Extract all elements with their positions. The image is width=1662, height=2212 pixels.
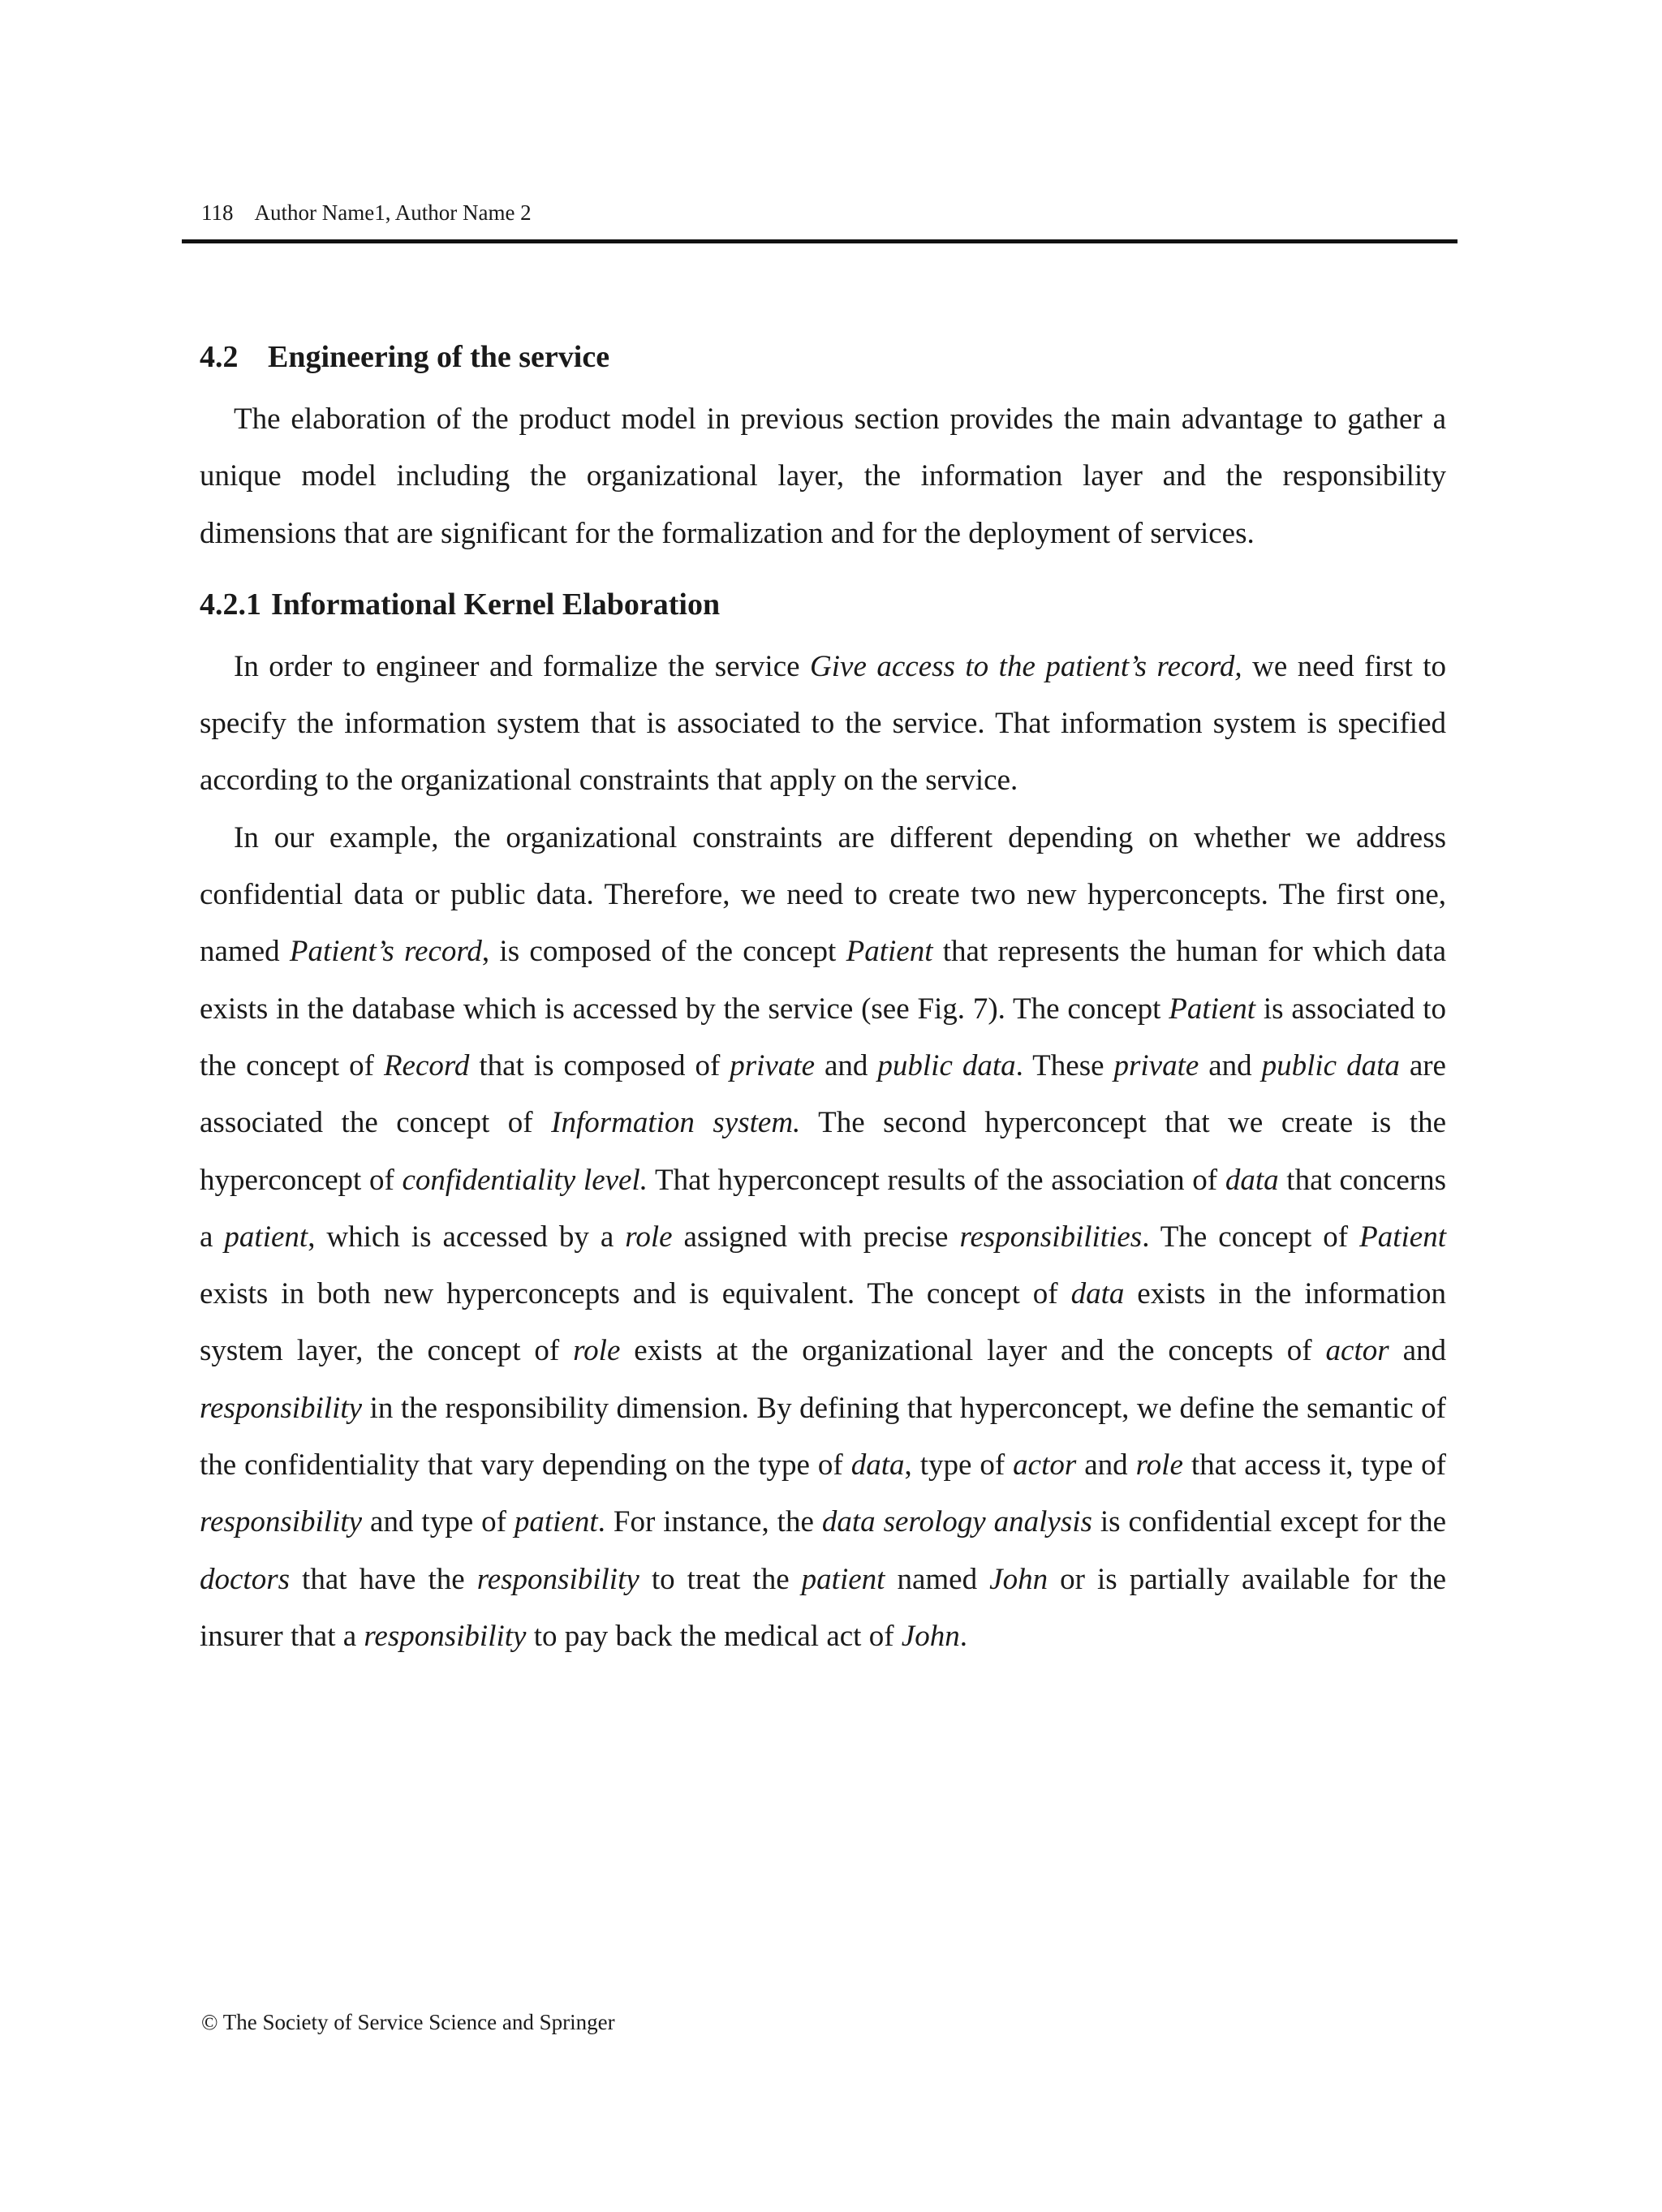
text-run: assigned with precise xyxy=(672,1220,960,1254)
text-run: The elaboration of the product model in previous section provides the main advantage to gather a unique model including the organizational layer, the information layer and the responsibility dimensions that are significant for the formalization and for the deployment of services. xyxy=(200,402,1446,550)
italic-term: John xyxy=(901,1619,960,1653)
section-number: 4.2 xyxy=(200,340,239,374)
italic-term: data xyxy=(1225,1163,1279,1197)
text-run: and type of xyxy=(362,1505,515,1539)
italic-term: data xyxy=(1070,1277,1125,1311)
text-run: , which is accessed by a xyxy=(308,1220,626,1254)
text-run: or is partially available for the insurer that a xyxy=(200,1562,1447,1653)
text-run: and xyxy=(1389,1334,1446,1368)
text-run: . For instance, the xyxy=(597,1505,822,1539)
italic-term: responsibility xyxy=(476,1562,639,1596)
italic-term: doctors xyxy=(200,1562,290,1596)
text-run: exists at the organizational layer and the concepts of xyxy=(620,1334,1326,1368)
text-run: and xyxy=(815,1048,878,1082)
italic-term: private xyxy=(730,1048,816,1082)
italic-term: Record xyxy=(383,1048,470,1082)
text-run: that concerns a xyxy=(200,1163,1446,1254)
text-run: to pay back the medical act of xyxy=(526,1619,902,1653)
page-body xyxy=(200,334,1446,1665)
text-run: is confidential except for the xyxy=(1091,1505,1447,1539)
text-run: In our example, the organizational constraints are different depending on whether we address confidential data or public data. Therefore, we need to create two new hyperconcepts. The first one, named xyxy=(200,820,1446,969)
paragraph xyxy=(200,391,1446,562)
section-heading xyxy=(200,334,1446,380)
running-head-authors: Author Name1, Author Name 2 xyxy=(254,200,532,225)
italic-term: responsibilities xyxy=(959,1220,1143,1254)
italic-term: role xyxy=(1135,1448,1183,1483)
text-run: . These xyxy=(1015,1048,1114,1082)
text-run: to treat the xyxy=(639,1562,802,1596)
italic-term: Give access to the patient’s record, xyxy=(810,649,1242,683)
copyright-footer: © The Society of Service Science and Springer xyxy=(201,2010,615,2034)
text-run: , type of xyxy=(904,1448,1014,1483)
text-run: and xyxy=(1076,1448,1136,1483)
text-run: is associated to the concept of xyxy=(200,992,1446,1082)
italic-term: Patient’s record xyxy=(289,935,482,969)
text-run: that access it, type of xyxy=(1182,1448,1446,1483)
italic-term: role xyxy=(625,1220,673,1254)
text-run: That hyperconcept results of the association of xyxy=(648,1163,1225,1197)
italic-term: Patient xyxy=(1169,992,1256,1026)
italic-term: actor xyxy=(1325,1334,1389,1368)
paragraph xyxy=(200,810,1446,1665)
text-run: in the responsibility dimension. By defining that hyperconcept, we define the semantic of the confidentiality that vary depending on the type of xyxy=(200,1391,1446,1483)
italic-term: John xyxy=(989,1562,1048,1596)
italic-term: responsibility xyxy=(364,1619,527,1653)
page-number: 118 xyxy=(201,200,234,225)
italic-term: public data xyxy=(1261,1048,1400,1082)
text-run: In order to engineer and formalize the service xyxy=(234,649,811,683)
italic-term: Patient xyxy=(846,935,933,969)
section-title: Engineering of the service xyxy=(268,340,610,374)
text-run: exists in both new hyperconcepts and is equivalent. The concept of xyxy=(200,1277,1071,1311)
italic-term: responsibility xyxy=(200,1391,363,1425)
subsection-number: 4.2.1 xyxy=(200,587,261,622)
text-run: , is composed of the concept xyxy=(481,935,846,969)
header-rule xyxy=(182,239,1457,243)
italic-term: private xyxy=(1113,1048,1199,1082)
running-head xyxy=(201,200,532,226)
text-run: and xyxy=(1199,1048,1262,1082)
italic-term: confidentiality level. xyxy=(402,1163,648,1197)
text-run: named xyxy=(885,1562,990,1596)
text-run: we need first to specify the information system that is associated to the service. That information system is specified according to the organizational constraints that apply on the service. xyxy=(200,649,1446,798)
text-run: . xyxy=(959,1619,967,1653)
paragraph xyxy=(200,639,1446,810)
text-run: that is composed of xyxy=(469,1048,730,1082)
italic-term: role xyxy=(573,1334,621,1368)
italic-term: actor xyxy=(1013,1448,1077,1483)
italic-term: data xyxy=(850,1448,905,1483)
italic-term: data serology analysis xyxy=(821,1505,1092,1539)
italic-term: public data xyxy=(877,1048,1016,1082)
text-run: exists in the information system layer, the concept of xyxy=(200,1277,1446,1368)
italic-term: Information system. xyxy=(551,1106,801,1140)
italic-term: patient xyxy=(224,1220,308,1254)
italic-term: patient xyxy=(801,1562,885,1596)
subsection-heading xyxy=(200,582,1446,627)
text-run: that have the xyxy=(290,1562,477,1596)
italic-term: responsibility xyxy=(200,1505,363,1539)
text-run: are associated the concept of xyxy=(200,1048,1446,1140)
subsection-title: Informational Kernel Elaboration xyxy=(271,587,721,622)
text-run: . The concept of xyxy=(1142,1220,1360,1254)
text-run: that represents the human for which data exists in the database which is accessed by the service (see Fig. 7). The concept xyxy=(200,935,1446,1026)
text-run: The second hyperconcept that we create is the hyperconcept of xyxy=(200,1106,1446,1197)
italic-term: Patient xyxy=(1359,1220,1446,1254)
italic-term: patient xyxy=(514,1505,598,1539)
